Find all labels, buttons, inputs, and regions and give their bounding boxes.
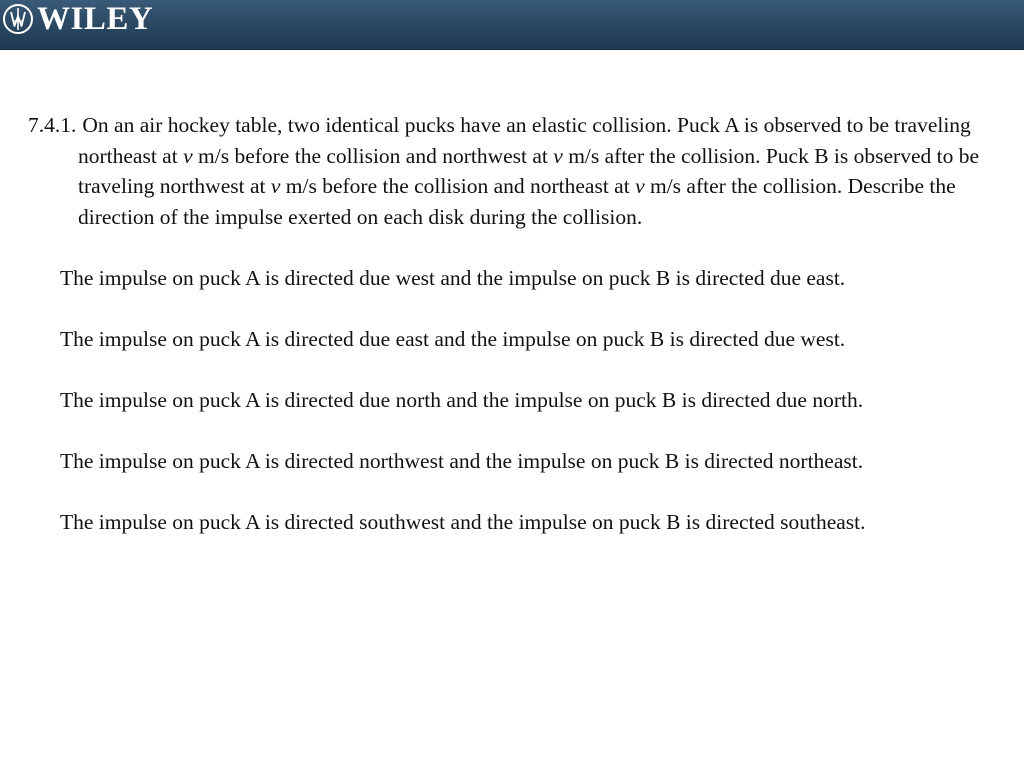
wiley-logo bbox=[2, 2, 153, 36]
option-text: The impulse on puck A is directed due north and the impulse on puck B is directed due north. bbox=[60, 387, 864, 412]
option-letter bbox=[28, 507, 60, 538]
velocity-symbol: v bbox=[183, 143, 193, 168]
option-letter bbox=[28, 263, 60, 294]
option-letter bbox=[28, 446, 60, 477]
option-text: The impulse on puck A is directed due east and the impulse on puck B is directed due west. bbox=[60, 326, 846, 351]
option-d bbox=[28, 446, 1003, 477]
velocity-symbol: v bbox=[553, 143, 563, 168]
option-text: The impulse on puck A is directed northwest and the impulse on puck B is directed northeast. bbox=[60, 448, 864, 473]
wiley-seal-icon bbox=[2, 3, 34, 35]
option-text: The impulse on puck A is directed due west and the impulse on puck B is directed due east. bbox=[60, 265, 846, 290]
question-content bbox=[28, 110, 1003, 568]
header-bar bbox=[0, 0, 1024, 50]
option-b bbox=[28, 324, 1003, 355]
logo-wordmark: WILEY bbox=[37, 1, 154, 37]
question-number: 7.4.1. bbox=[28, 113, 77, 137]
option-c bbox=[28, 385, 1003, 416]
velocity-symbol: v bbox=[635, 174, 645, 198]
question-text: 7.4.1. On an air hockey table, two identical pucks have an elastic collision. Puck A is observed to be traveling northeast at v m/s before the collision and northwest at v m/s after the collision. Puck B is observed to be traveling northwest at v m/s before the collision and northeast at v m/s after the collision. Describe the direction of the impulse exerted on each disk during the collision. bbox=[28, 113, 980, 229]
option-letter bbox=[28, 385, 60, 416]
option-a bbox=[28, 263, 1003, 294]
option-text: The impulse on puck A is directed southwest and the impulse on puck B is directed southeast. bbox=[60, 509, 866, 534]
option-letter bbox=[28, 324, 60, 355]
velocity-symbol: v bbox=[270, 174, 281, 198]
option-e bbox=[28, 507, 1003, 538]
